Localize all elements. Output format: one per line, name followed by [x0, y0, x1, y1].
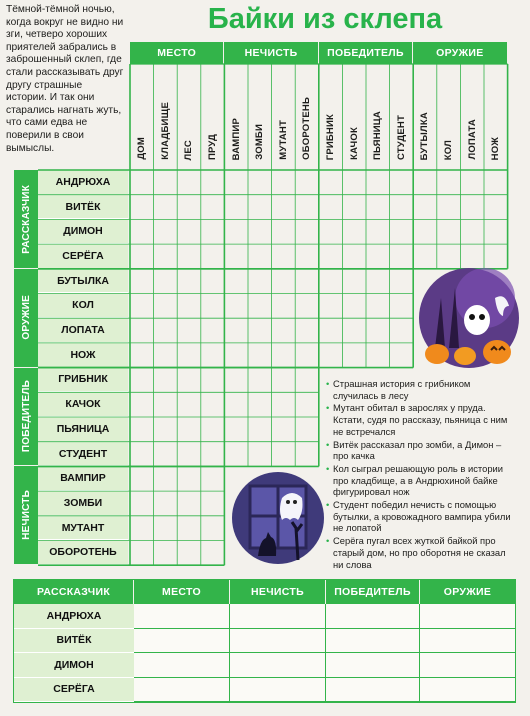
column-label-text: КЛАДБИЩЕ — [159, 102, 171, 160]
column-group-header: МЕСТО — [130, 42, 223, 64]
row-label: ПЬЯНИЦА — [38, 417, 128, 442]
column-group-header: ПОБЕДИТЕЛЬ — [319, 42, 412, 64]
row-group-header-text: РАССКАЗЧИК — [20, 184, 32, 254]
column-group-header: ОРУЖИЕ — [413, 42, 506, 64]
solution-header: ОРУЖИЕ — [420, 580, 515, 604]
row-label: ЗОМБИ — [38, 491, 128, 516]
solution-row-label: АНДРЮХА — [14, 604, 134, 629]
column-label-text: КОЛ — [443, 139, 455, 160]
row-label: ОБОРОТЕНЬ — [38, 541, 128, 566]
column-group-header: НЕЧИСТЬ — [224, 42, 317, 64]
column-label-text: ВАМПИР — [230, 117, 242, 160]
ghost-window-cat-icon — [232, 472, 324, 564]
row-label: ЛОПАТА — [38, 318, 128, 343]
solution-header: РАССКАЗЧИК — [14, 580, 133, 604]
row-label: ВИТЁК — [38, 195, 128, 220]
column-label-text: ЛОПАТА — [466, 119, 478, 160]
row-label: СЕРЁГА — [38, 244, 128, 269]
row-group-header-text: ПОБЕДИТЕЛЬ — [20, 380, 32, 453]
column-label-text: КАЧОК — [348, 127, 360, 160]
column-label-text: ПРУД — [207, 133, 219, 160]
row-label: ГРИБНИК — [38, 368, 128, 393]
row-label: КАЧОК — [38, 392, 128, 417]
column-label-text: МУТАНТ — [277, 120, 289, 160]
column-label-text: НОЖ — [490, 136, 502, 160]
solution-frame — [13, 579, 516, 703]
clue-item: • Кол сыграл решающую роль в истории про кладбище, а в Андрюхиной байке фигурировал нож — [326, 463, 516, 498]
row-group-header-text: ОРУЖИЕ — [20, 295, 32, 341]
page-title: Байки из склепа — [207, 3, 443, 35]
row-label: ДИМОН — [38, 219, 128, 244]
solution-header: ПОБЕДИТЕЛЬ — [326, 580, 419, 604]
clue-item: • Студент победил нечисть с помощью бутылки, а кровожадного вампира убили не лопатой — [326, 499, 516, 534]
clue-item: • Серёга пугал всех жуткой байкой про старый дом, но про оборотня не сказал ни слова — [326, 535, 516, 570]
column-label-text: ГРИБНИК — [325, 113, 337, 160]
column-label-text: БУТЫЛКА — [419, 111, 431, 160]
clue-item: • Мутант обитал в зарослях у пруда. Кстати, судя по рассказу, пьяница с ним не встречался — [326, 402, 516, 437]
row-group-header-text: НЕЧИСТЬ — [20, 490, 32, 541]
clue-item: • Витёк рассказал про зомби, а Димон – про качка — [326, 439, 516, 462]
solution-header: НЕЧИСТЬ — [230, 580, 325, 604]
clue-list — [326, 378, 516, 571]
row-label: ВАМПИР — [38, 466, 128, 491]
row-label: НОЖ — [38, 343, 128, 368]
clue-item: • Страшная история с грибником случилась в лесу — [326, 378, 516, 401]
row-label: БУТЫЛКА — [38, 269, 128, 294]
halloween-ghost-pumpkins-icon — [415, 268, 523, 368]
row-label: АНДРЮХА — [38, 170, 128, 195]
column-label-text: ОБОРОТЕНЬ — [301, 97, 313, 160]
solution-row-label: ВИТЁК — [14, 629, 134, 654]
solution-header: МЕСТО — [134, 580, 229, 604]
row-label: КОЛ — [38, 294, 128, 319]
column-label-text: ЛЕС — [183, 139, 195, 160]
row-label: СТУДЕНТ — [38, 442, 128, 467]
row-label: МУТАНТ — [38, 516, 128, 541]
intro-text: Тёмной-тёмной ночью, когда вокруг не видно ни зги, четверо хороших приятелей забрались в заброшенный склеп, где стали рассказывать друг другу страшные истории. И так они старались нагнать жуть, что сами едва не поверили в свои вымыслы. — [6, 4, 124, 154]
column-label-text: ДОМ — [136, 137, 148, 160]
column-label-text: ЗОМБИ — [254, 124, 266, 160]
solution-row-label: ДИМОН — [14, 653, 134, 678]
column-label-text: СТУДЕНТ — [395, 114, 407, 160]
solution-row-label: СЕРЁГА — [14, 678, 134, 703]
column-label-text: ПЬЯНИЦА — [372, 110, 384, 160]
